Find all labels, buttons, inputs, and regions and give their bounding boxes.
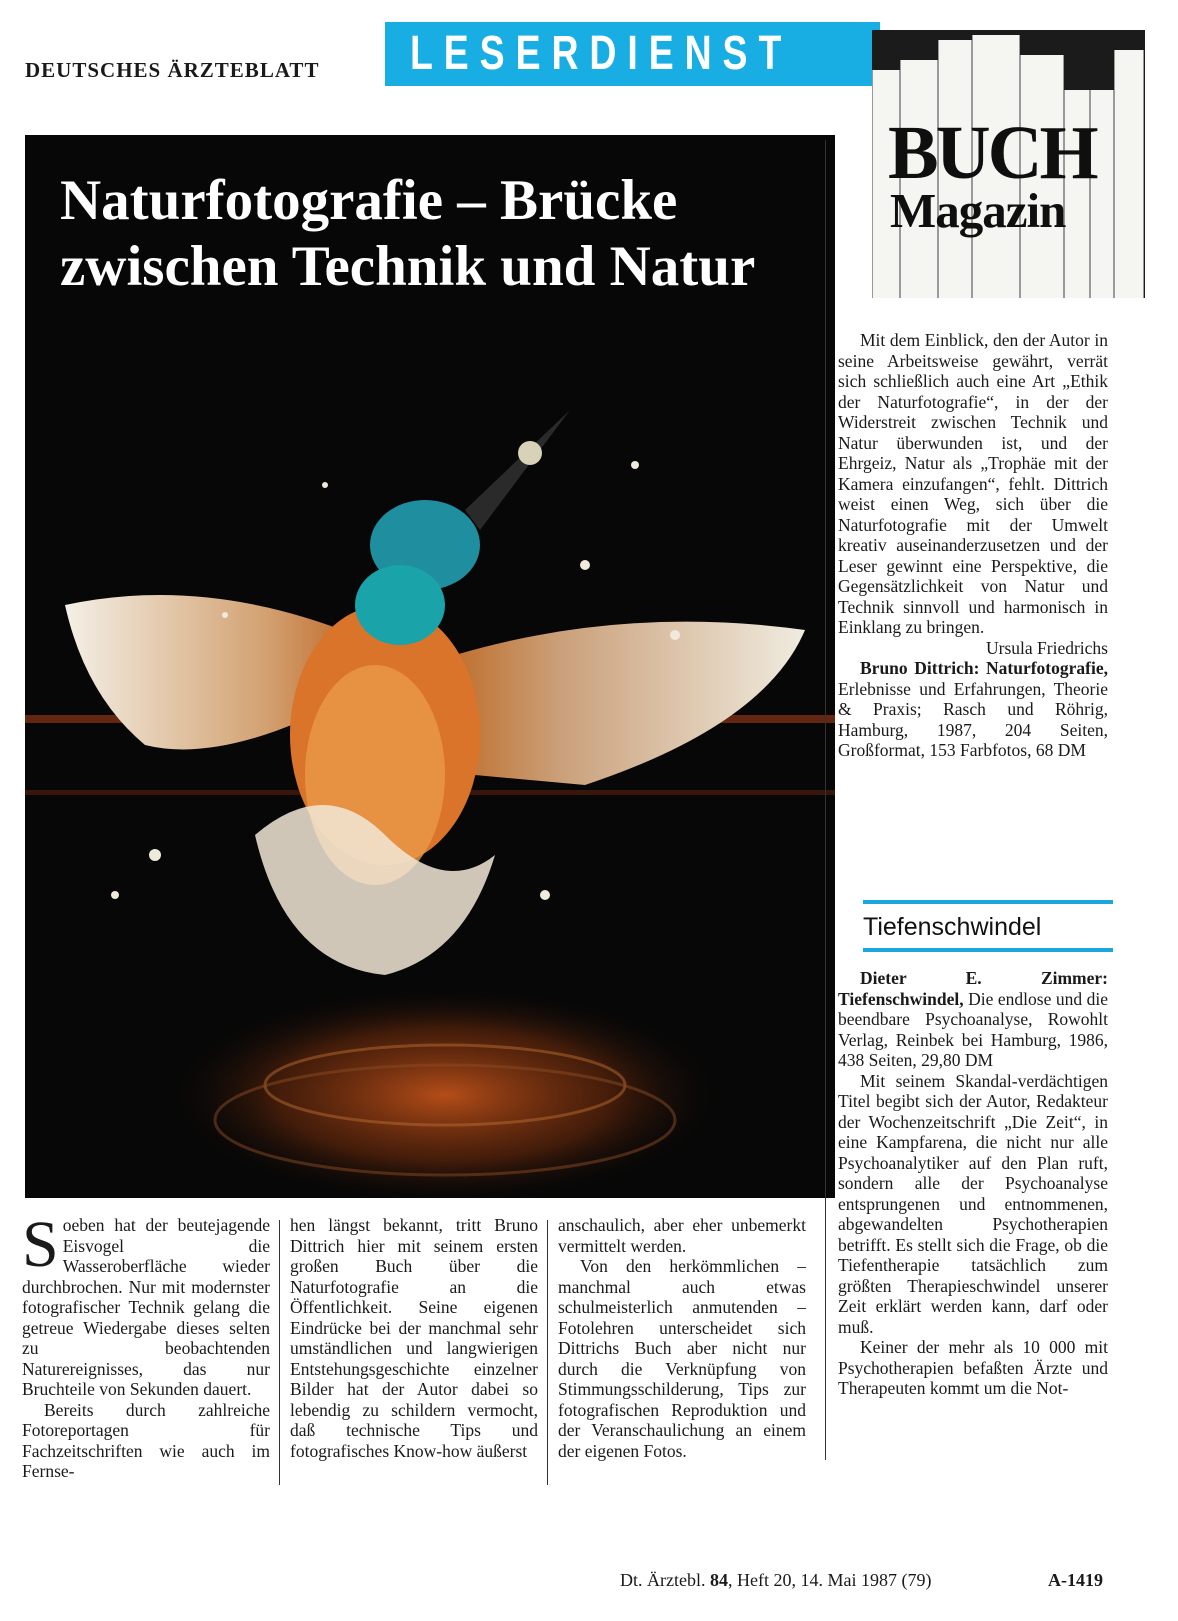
paragraph: Von den herkömmlichen – manchmal auch etwas schulmeisterlich anmutenden – Fotolehren unterscheidet sich Dittrichs Buch aber nicht nur durch die Verknüpfung von Stimmungsschilderung, Tips zur fotografischen Reproduktion und der Veranschaulichung an einem der eigenen Fotos. bbox=[558, 1256, 806, 1461]
article-column-1 bbox=[22, 1208, 270, 1482]
article-title bbox=[60, 168, 830, 300]
article-column-2 bbox=[290, 1215, 538, 1461]
citation-volume: 84 bbox=[709, 1570, 728, 1590]
section-band-label: LESERDIENST bbox=[410, 27, 793, 80]
book-reference-title: Bruno Dittrich: Naturfotografie, bbox=[860, 658, 1108, 678]
citation-prefix: Dt. Ärztebl. bbox=[620, 1570, 706, 1590]
paragraph: Bereits durch zahlreiche Fotoreportagen für Fachzeitschriften wie auch im Fernse- bbox=[22, 1399, 270, 1481]
citation-suffix: , Heft 20, 14. Mai 1987 (79) bbox=[727, 1570, 932, 1590]
logo-buch-word: BUCH bbox=[888, 111, 1096, 195]
sidebar-book-details: Die endlose und die beendbare Psychoanalyse, Rowohlt Verlag, Reinbek bei Hamburg, 1986, 438 Seiten, 29,80 DM bbox=[838, 988, 1108, 1070]
review-author: Ursula Friedrichs bbox=[986, 637, 1108, 658]
sidebar-column bbox=[838, 968, 1108, 1399]
paragraph: anschaulich, aber eher unbemerkt vermittelt werden. bbox=[558, 1215, 806, 1256]
column-rule bbox=[279, 1220, 280, 1485]
paragraph: oeben hat der beutejagende Eisvogel die Wasseroberfläche wieder durchbrochen. Nur mit modernster fotografischer Technik gelang die getreue Wiedergabe dieses selten zu beobachtenden Naturereignisses, das nur Bruchteile von Sekunden dauert. bbox=[22, 1215, 270, 1399]
paragraph: Keiner der mehr als 10 000 mit Psychotherapien befaßten Ärzte und Therapeuten kommt um die Not- bbox=[838, 1337, 1108, 1398]
publication-name: DEUTSCHES ÄRZTEBLATT bbox=[25, 58, 320, 82]
page-number: A-1419 bbox=[1048, 1570, 1103, 1590]
paragraph: Mit dem Einblick, den der Autor in seine Arbeitsweise gewährt, verrät sich schließlich auch eine Art „Ethik der Naturfotografie“, in der der Widerstreit zwischen Technik und Natur überwunden ist, und der Ehrgeiz, Natur als „Trophäe mit der Kamera einzufangen“, fehlt. Dittrich weist einen Weg, sich über die Naturfotografie mit der Umwelt kreativ auseinanderzusetzen und der Leser gewinnt eine Perspektive, die Gegensätzlichkeit von Natur und Technik sinnvoll und harmonisch in Einklang zu bringen. bbox=[838, 330, 1108, 637]
sidebar-heading: Tiefenschwindel bbox=[863, 913, 1042, 941]
drop-cap: S bbox=[22, 1208, 59, 1281]
column-rule bbox=[825, 140, 826, 1460]
article-title-line-2: zwischen Technik und Natur bbox=[60, 235, 756, 298]
paragraph: hen längst bekannt, tritt Bruno Dittrich hier mit seinem ersten großen Buch über die Naturfotografie an die Öffentlichkeit. Seine eigenen Eindrücke bei der manchmal sehr umständlichen und langwierigen Entstehungsgeschichte einzelner Bilder hat der Autor dabei so lebendig zu schildern vermocht, daß technische Tips und fotografisches Know-how äußerst bbox=[290, 1215, 538, 1461]
article-title-line-1: Naturfotografie – Brücke bbox=[60, 169, 678, 232]
section-rule-bottom bbox=[863, 948, 1113, 952]
article-column-3 bbox=[558, 1215, 806, 1461]
citation-footer bbox=[620, 1570, 931, 1591]
article-column-4 bbox=[838, 330, 1108, 761]
paragraph: Mit seinem Skandal-verdächtigen Titel begibt sich der Autor, Redakteur der Wochenzeitschrift „Die Zeit“, in eine Kampfarena, die nicht nur alle Psychoanalytiker auf den Plan ruft, sondern alle der Psychoanalyse entsprungenen und entnommenen, abgewandelten Psychotherapien betrifft. Es stellt sich die Frage, ob die Tiefentherapie tatsächlich zum größten Therapieschwindel unserer Zeit erklärt werden kann, darf oder muß. bbox=[838, 1070, 1108, 1337]
logo-magazin-word: Magazin bbox=[890, 183, 1066, 238]
section-rule-top bbox=[863, 900, 1113, 904]
column-rule bbox=[547, 1220, 548, 1485]
sidebar-book-title: Dieter E. Zimmer: Tiefenschwindel, bbox=[838, 968, 1108, 1009]
book-reference-details: Erlebnisse und Erfahrungen, Theorie & Praxis; Rasch und Röhrig, Hamburg, 1987, 204 Seiten, Großformat, 153 Farbfotos, 68 DM bbox=[838, 678, 1108, 760]
